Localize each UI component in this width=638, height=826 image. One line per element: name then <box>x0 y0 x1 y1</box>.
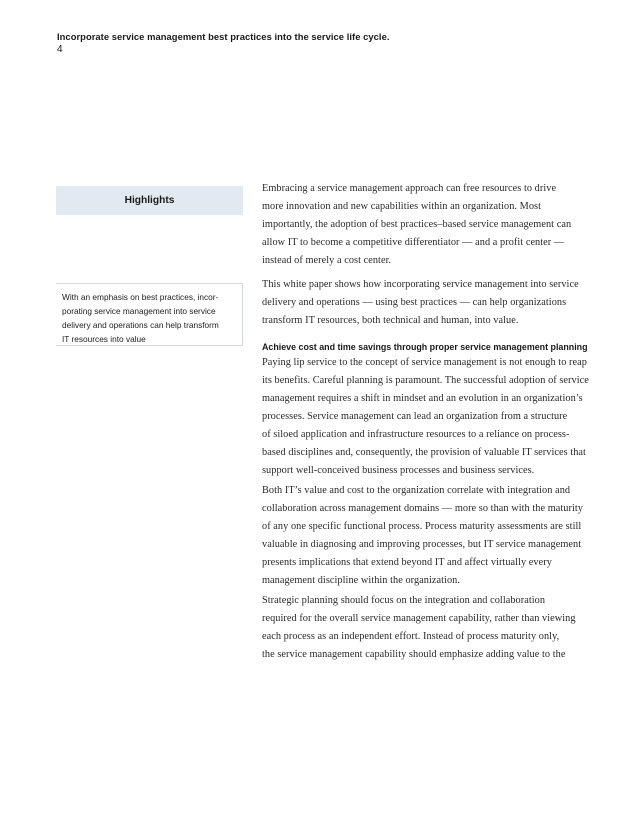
text-line: of siloed application and infrastructure resources to a reliance on process- <box>262 429 570 440</box>
text-line: its benefits. Careful planning is paramount. The successful adoption of service <box>262 375 589 386</box>
text-line: importantly, the adoption of best practices–based service management can <box>262 219 572 230</box>
text-line: Both IT’s value and cost to the organization correlate with integration and <box>262 485 571 496</box>
text-line: valuable in diagnosing and improving processes, but IT service management <box>262 539 582 550</box>
page-number: 4 <box>57 44 63 55</box>
text-line: allow IT to become a competitive differentiator — and a profit center — <box>262 237 565 248</box>
text-line: based disciplines and, consequently, the provision of valuable IT services that <box>262 447 586 458</box>
text-line: Embracing a service management approach can free resources to drive <box>262 183 557 194</box>
callout-line: With an emphasis on best practices, incor- <box>62 292 219 302</box>
text-line: delivery and operations — using best practices — can help organizations <box>262 297 567 308</box>
highlights-box <box>56 186 243 215</box>
text-line: transform IT resources, both technical and human, into value. <box>262 315 519 326</box>
text-line: required for the overall service management capability, rather than viewing <box>262 613 576 624</box>
text-line: management requires a shift in mindset and an evolution in an organization’s <box>262 393 583 404</box>
text-line: of any one specific functional process. Process maturity assessments are still <box>262 521 582 532</box>
text-line: support well-conceived business processes and business services. <box>262 465 535 476</box>
section-subhead: Achieve cost and time savings through proper service management planning <box>262 342 588 352</box>
callout-line: porating service management into service <box>62 306 216 316</box>
text-line: instead of merely a cost center. <box>262 255 392 266</box>
text-line: collaboration across management domains — more so than with the maturity <box>262 503 584 514</box>
text-line: This white paper shows how incorporating service management into service <box>262 279 579 290</box>
text-line: processes. Service management can lead an organization from a structure <box>262 411 568 422</box>
text-line: Strategic planning should focus on the integration and collaboration <box>262 595 546 606</box>
text-line: the service management capability should emphasize adding value to the <box>262 649 566 660</box>
running-head: Incorporate service management best practices into the service life cycle. <box>57 31 390 42</box>
text-line: more innovation and new capabilities within an organization. Most <box>262 201 542 212</box>
text-line: each process as an independent effort. Instead of process maturity only, <box>262 631 560 642</box>
text-line: management discipline within the organization. <box>262 575 460 586</box>
highlights-title: Highlights <box>124 195 175 206</box>
text-line: Paying lip service to the concept of service management is not enough to reap <box>262 357 587 368</box>
callout-line: delivery and operations can help transform <box>62 320 219 330</box>
highlight-callout <box>56 283 243 346</box>
callout-line: IT resources into value <box>62 334 146 344</box>
text-line: presents implications that extend beyond IT and affect virtually every <box>262 557 552 568</box>
